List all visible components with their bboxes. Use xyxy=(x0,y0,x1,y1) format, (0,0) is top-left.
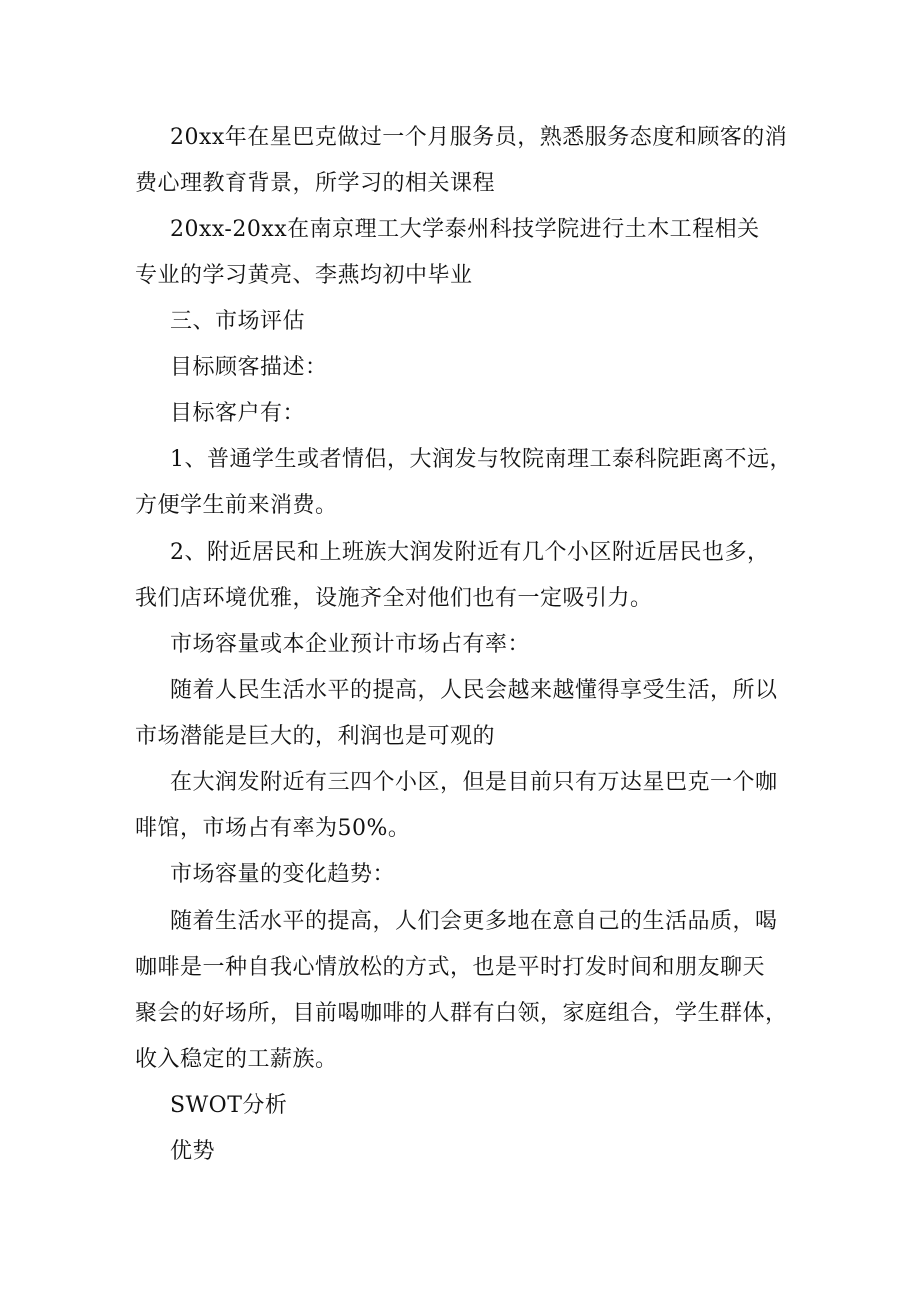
list-item-line: 1、普通学生或者情侣，大润发与牧院南理工泰科院距离不远， xyxy=(170,447,792,472)
list-item-line: 我们店环境优雅，设施齐全对他们也有一定吸引力。 xyxy=(135,586,653,611)
paragraph-line: 聚会的好场所，目前喝咖啡的人群有白领，家庭组合，学生群体， xyxy=(135,1001,788,1026)
subheading: 优势 xyxy=(170,1139,216,1164)
paragraph-line: 20xx-20xx在南京理工大学泰州科技学院进行土木工程相关 xyxy=(170,217,760,242)
section-heading: SWOT分析 xyxy=(170,1093,288,1118)
paragraph-line: 在大润发附近有三四个小区，但是目前只有万达星巴克一个咖 xyxy=(170,770,778,795)
paragraph-line: 费心理教育背景，所学习的相关课程 xyxy=(135,171,496,196)
subheading: 市场容量的变化趋势： xyxy=(170,862,396,887)
paragraph-line: 20xx年在星巴克做过一个月服务员，熟悉服务态度和顾客的消 xyxy=(170,125,788,150)
paragraph-line: 随着生活水平的提高，人们会更多地在意自己的生活品质，喝 xyxy=(170,909,778,934)
list-item-line: 2、附近居民和上班族大润发附近有几个小区附近居民也多， xyxy=(170,540,770,565)
paragraph-line: 收入稳定的工薪族。 xyxy=(135,1047,338,1072)
paragraph-line: 啡馆，市场占有率为50%。 xyxy=(135,816,411,841)
paragraph-line: 随着人民生活水平的提高，人民会越来越懂得享受生活，所以 xyxy=(170,678,778,703)
list-item-line: 方便学生前来消费。 xyxy=(135,493,338,518)
subheading: 目标顾客描述： xyxy=(170,355,328,380)
paragraph-line: 咖啡是一种自我心情放松的方式，也是平时打发时间和朋友聊天 xyxy=(135,955,766,980)
subheading: 市场容量或本企业预计市场占有率： xyxy=(170,632,531,657)
paragraph-line: 市场潜能是巨大的，利润也是可观的 xyxy=(135,724,496,749)
paragraph-line: 专业的学习黄亮、李燕均初中毕业 xyxy=(135,263,473,288)
subheading: 目标客户有： xyxy=(170,401,306,426)
section-heading: 三、市场评估 xyxy=(170,309,306,334)
